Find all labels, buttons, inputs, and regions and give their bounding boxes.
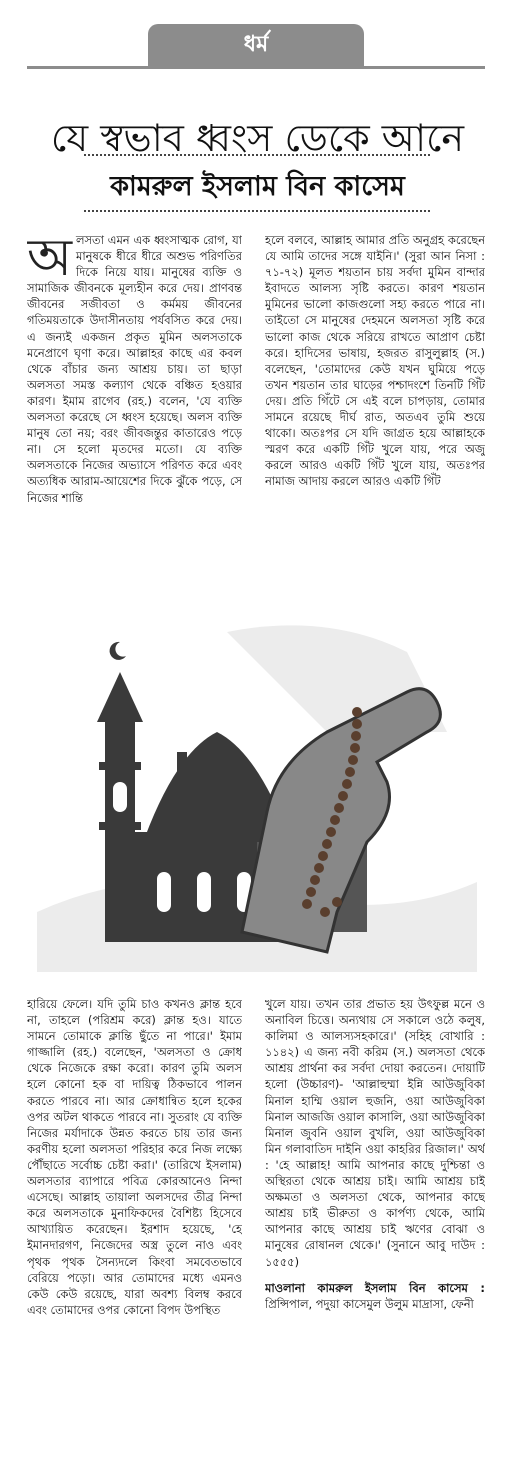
column-1-top-text: লসতা এমন এক ধ্বংসাত্মক রোগ, যা মানুষকে ধীরে ধীরে অশুভ পরিণতির দিকে নিয়ে যায়। মানুষের ব্যক্তি ও সামাজিক জীবনকে মূল্যহীন করে দেয়। প্রাণবন্ত জীবনের সজীবতা ও কর্মময় জীবনের গতিময়তাকে উদাসীনতায় পর্যবসিত করে দেয়। এ জন্যই একজন প্রকৃত মুমিন অলসতাকে মনেপ্রাণে ঘৃণা করে। আল্লাহর কাছে এর কবল থেকে বাঁচার জন্য আশ্রয় চায়। তা ছাড়া অলসতা সমস্ত কল্যাণ থেকে বঞ্চিত হওয়ার কারণ। ইমাম রাগেব (রহ.) বলেন, 'যে ব্যক্তি অলসতা করেছে সে ধ্বংস হয়েছে। অলস ব্যক্তি মানুষ তো নয়; বরং জীবজন্তুর কাতারেও পড়ে না। সে হলো মৃতদের মতো। যে ব্যক্তি অলসতাকে নিজের অভ্যাসে পরিণত করে এবং অত্যধিক আরাম-আয়েশের দিকে ঝুঁকে পড়ে, সে নিজের শান্তি: [27, 233, 242, 505]
author-name: মাওলানা কামরুল ইসলাম বিন কাসেম :: [265, 1280, 485, 1295]
mosque-hand-beads-icon: [27, 612, 485, 990]
column-1-bottom-text: হারিয়ে ফেলে। যদি তুমি চাও কখনও ক্লান্ত হবে না, তাহলে (পরিশ্রম করে) ক্লান্ত হও। যাতে সামনে তোমাকে ক্লান্তি ছুঁতে না পারে।' ইমাম গাজ্জালি (রহ.) বলেছেন, 'অলসতা ও ক্রোধ থেকে নিজেকে রক্ষা করো। কারণ তুমি অলস হলে কোনো হক বা দায়িত্ব ঠিকভাবে পালন করতে পারবে না। আর ক্রোধান্বিত হলে হকের ওপর অটল থাকতে পারবে না। সুতরাং যে ব্যক্তি নিজের মর্যাদাকে উন্নত করতে চায় তার জন্য করণীয় হলো অলসতা পরিহার করে নিজ লক্ষ্যে পৌঁছাতে সর্বোচ্চ চেষ্টা করা।' (তারিখে ইসলাম) অলসতার ব্যাপারে পবিত্র কোরআনেও নিন্দা এসেছে। আল্লাহ তায়ালা অলসদের তীব্র নিন্দা করে অলসতাকে মুনাফিকদের বৈশিষ্ট্য হিসেবে আখ্যায়িত করেছেন। ইরশাদ হয়েছে, 'হে ইমানদারগণ, নিজেদের অস্ত্র তুলে নাও এবং পৃথক পৃথক সৈন্যদলে কিংবা সমবেতভাবে বেরিয়ে পড়ো। আর তোমাদের মধ্যে এমনও কেউ কেউ রয়েছে, যারা অবশ্য বিলম্ব করবে এবং তোমাদের ওপর কোনো বিপদ উপস্থিত: [27, 997, 242, 1317]
article-headline: যে স্বভাব ধ্বংস ডেকে আনে: [50, 116, 465, 161]
column-1-top: [27, 232, 242, 600]
byline-divider: [84, 210, 430, 212]
column-2-bottom: [265, 996, 485, 1466]
article-byline: কামরুল ইসলাম বিন কাসেম: [110, 171, 405, 202]
article-illustration: [27, 612, 485, 990]
section-tab: [148, 24, 364, 66]
column-2-top: [265, 232, 485, 600]
column-2-top-text: হলে বলবে, আল্লাহ আমার প্রতি অনুগ্রহ করেছেন যে আমি তাদের সঙ্গে যাইনি।' (সুরা আন নিসা : ৭১-৭২) মূলত শয়তান চায় সর্বদা মুমিন বান্দার ইবাদতে আলস্য সৃষ্টি করতে। কারণ শয়তান মুমিনের ভালো কাজগুলো সহ্য করতে পারে না। তাইতো সে মানুষের দেহমনে অলসতা সৃষ্টি করে ভালো কাজ থেকে সরিয়ে রাখতে আপ্রাণ চেষ্টা করে। হাদিসের ভাষায়, হজরত রাসুলুল্লাহ (স.) বলেছেন, 'তোমাদের কেউ যখন ঘুমিয়ে পড়ে তখন শয়তান তার ঘাড়ের পশ্চাদংশে তিনটি গিঁট দেয়। প্রতি গিঁটে সে এই বলে চাপড়ায়, তোমার সামনে রয়েছে দীর্ঘ রাত, অতএব তুমি শুয়ে থাকো। অতঃপর সে যদি জাগ্রত হয়ে আল্লাহকে স্মরণ করে একটি গিঁট খুলে যায়, পরে অজু করলে আরও একটি গিঁট খুলে যায়, অতঃপর নামাজ আদায় করলে আরও একটি গিঁট: [265, 233, 485, 489]
column-2-bottom-text: খুলে যায়। তখন তার প্রভাত হয় উৎফুল্ল মনে ও অনাবিল চিত্তে। অন্যথায় সে সকালে ওঠে কলুষ, কালিমা ও আলস্যসহকারে।' (সহিহ বোখারি : ১১৪২) এ জন্য নবী করিম (স.) অলসতা থেকে আশ্রয় প্রার্থনা কর সর্বদা দোয়া করতেন। দোয়াটি হলো (উচ্চারণ)- 'আল্লাহুম্মা ইন্নি আউজুবিকা মিনাল হাম্মি ওয়াল হুজনি, ওয়া আউজুবিকা মিনাল আজজি ওয়াল কাসালি, ওয়া আউজুবিকা মিনাল জুবনি ওয়াল বুখলি, ওয়া আউজুবিকা মিন গলাবাতিদ দাইনি ওয়া কাহরির রিজাল।' অর্থ : 'হে আল্লাহ! আমি আপনার কাছে দুশ্চিন্তা ও অস্থিরতা থেকে আশ্রয় চাই। আমি আশ্রয় চাই অক্ষমতা ও অলসতা থেকে, আপনার কাছে আশ্রয় চাই ভীরুতা ও কার্পণ্য থেকে, আমি আপনার কাছে আশ্রয় চাই ঋণের বোঝা ও মানুষের রোষানল থেকে।' (সুনানে আবু দাউদ : ১৫৫৫): [265, 997, 485, 1269]
drop-cap: অ: [27, 232, 73, 288]
section-rule: [27, 66, 485, 69]
headline-divider: [84, 154, 430, 156]
author-description: প্রিন্সিপাল, পদুয়া কাসেমুল উলুম মাদ্রাসা, ফেনী: [265, 1296, 474, 1311]
section-label: ধর্ম: [243, 31, 269, 57]
column-1-bottom: [27, 996, 242, 1466]
